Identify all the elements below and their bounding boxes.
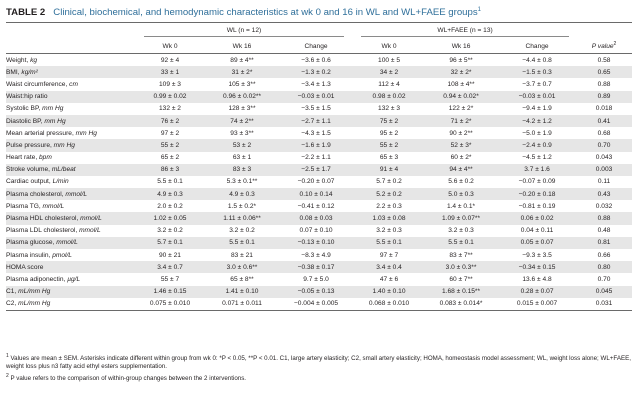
- table-footnotes: [6, 352, 632, 383]
- cell-faee-wk16: 96 ± 5**: [449, 56, 473, 64]
- row-label: Mean arterial pressure, mm Hg: [6, 129, 97, 137]
- row-label: BMI, kg/m²: [6, 66, 134, 78]
- cell-pvalue: 0.43: [576, 188, 632, 200]
- table-body: [6, 54, 632, 311]
- col-header-change: Change: [278, 39, 354, 54]
- row-label: Plasma adiponectin, µg/L: [6, 275, 81, 283]
- row-label: Diastolic BP, mm Hg: [6, 115, 134, 127]
- table-row: [6, 164, 632, 176]
- row-label: Heart rate, bpm: [6, 154, 52, 162]
- caption-footnote-mark: 1: [477, 7, 481, 13]
- cell-faee-wk0: 2.2 ± 0.3: [376, 202, 402, 210]
- table-row: [6, 298, 632, 311]
- cell-faee-wk0: 1.03 ± 0.08: [354, 212, 424, 224]
- cell-faee-change: 0.015 ± 0.007: [498, 298, 576, 311]
- row-label: Plasma glucose, mmol/L: [6, 237, 134, 249]
- cell-faee-wk0: 100 ± 5: [378, 56, 400, 64]
- top-rule: [6, 22, 632, 23]
- cell-pvalue: 0.70: [597, 275, 611, 283]
- cell-wl-wk16: 63 ± 1: [232, 154, 252, 162]
- cell-wl-wk0: 4.9 ± 0.3: [134, 188, 206, 200]
- footnote-2: $^2$ P value refers to the comparison of within-group changes between the 2 interventions.: [6, 372, 247, 382]
- cell-pvalue: 0.65: [576, 66, 632, 78]
- table-row: [6, 66, 632, 78]
- cell-wl-wk16: 105 ± 3**: [228, 80, 256, 88]
- row-label: Systolic BP, mm Hg: [6, 105, 64, 113]
- cell-faee-wk16: 60 ± 7**: [449, 275, 473, 283]
- col-header-pvalue: P value$^2$: [576, 39, 632, 54]
- cell-pvalue: 0.81: [576, 237, 632, 249]
- cell-faee-wk16: 0.083 ± 0.014*: [424, 298, 498, 311]
- cell-faee-wk16: 5.0 ± 0.3: [424, 188, 498, 200]
- cell-wl-wk0: 1.02 ± 0.05: [134, 212, 206, 224]
- cell-faee-wk0: 0.068 ± 0.010: [354, 298, 424, 311]
- cell-faee-wk0: 5.5 ± 0.1: [354, 237, 424, 249]
- row-label: Weight, kg: [6, 56, 38, 64]
- cell-wl-wk0: 132 ± 2: [159, 105, 181, 113]
- cell-faee-change: −0.03 ± 0.01: [498, 91, 576, 103]
- cell-faee-change: 0.04 ± 0.11: [520, 227, 554, 235]
- cell-wl-change: −3.5 ± 1.5: [301, 105, 331, 113]
- cell-wl-wk0: 55 ± 2: [134, 139, 206, 151]
- cell-pvalue: 0.032: [595, 202, 613, 210]
- col-header-wk0: Wk 0: [354, 39, 424, 54]
- cell-faee-wk0: 1.40 ± 0.10: [354, 286, 424, 298]
- cell-wl-wk0: 109 ± 3: [159, 80, 181, 88]
- cell-pvalue: 0.41: [576, 115, 632, 127]
- cell-faee-wk16: 71 ± 2*: [424, 115, 498, 127]
- cell-faee-wk16: 3.2 ± 0.3: [448, 227, 474, 235]
- cell-wl-wk16: 1.41 ± 0.10: [206, 286, 278, 298]
- cell-faee-wk16: 122 ± 2*: [448, 105, 474, 113]
- cell-wl-wk16: 83 ± 21: [231, 251, 253, 259]
- cell-faee-wk0: 65 ± 3: [379, 154, 399, 162]
- cell-wl-change: −1.6 ± 1.9: [278, 139, 354, 151]
- cell-faee-wk16: 3.0 ± 0.3**: [424, 261, 498, 273]
- cell-faee-wk0: 5.7 ± 0.2: [376, 178, 402, 186]
- cell-wl-wk16: 89 ± 4**: [230, 56, 254, 64]
- cell-wl-wk0: 55 ± 7: [160, 275, 180, 283]
- cell-wl-change: −4.3 ± 1.5: [301, 129, 331, 137]
- cell-wl-wk16: 31 ± 2*: [206, 66, 278, 78]
- cell-wl-change: 9.7 ± 5.0: [303, 275, 329, 283]
- cell-wl-change: −8.3 ± 4.9: [301, 251, 331, 259]
- cell-faee-wk16: 83 ± 7**: [449, 251, 473, 259]
- cell-faee-wk0: 47 ± 6: [379, 275, 399, 283]
- cell-faee-change: −0.34 ± 0.15: [498, 261, 576, 273]
- row-label: Plasma cholesterol, mmol/L: [6, 188, 134, 200]
- cell-wl-wk16: 65 ± 8**: [230, 275, 254, 283]
- cell-faee-change: −4.5 ± 1.2: [522, 154, 552, 162]
- row-label: Stroke volume, mL/beat: [6, 164, 134, 176]
- cell-pvalue: 0.043: [595, 154, 613, 162]
- cell-faee-wk0: 97 ± 7: [379, 251, 399, 259]
- cell-pvalue: 0.66: [597, 251, 611, 259]
- cell-wl-change: −2.2 ± 1.1: [301, 154, 331, 162]
- cell-faee-wk16: 1.68 ± 0.15**: [424, 286, 498, 298]
- row-label: Waist:hip ratio: [6, 91, 134, 103]
- cell-wl-wk0: 86 ± 3: [134, 164, 206, 176]
- row-label: Plasma HDL cholesterol, mmol/L: [6, 212, 134, 224]
- cell-wl-wk0: 65 ± 2: [160, 154, 180, 162]
- row-label: Plasma TG, mmol/L: [6, 202, 65, 210]
- cell-pvalue: 0.48: [597, 227, 611, 235]
- cell-faee-wk16: 1.09 ± 0.07**: [424, 212, 498, 224]
- table-row: [6, 273, 632, 285]
- cell-faee-change: −2.4 ± 0.9: [498, 139, 576, 151]
- cell-wl-change: −0.13 ± 0.10: [278, 237, 354, 249]
- table-label: TABLE 2: [6, 7, 46, 19]
- cell-pvalue: 0.88: [597, 80, 611, 88]
- group-header-wl: WL (n = 12): [144, 27, 344, 37]
- table-row: [6, 286, 632, 298]
- cell-wl-change: −3.6 ± 0.6: [301, 56, 331, 64]
- cell-faee-wk0: 3.4 ± 0.4: [354, 261, 424, 273]
- cell-faee-change: 3.7 ± 1.6: [498, 164, 576, 176]
- cell-faee-change: −4.4 ± 0.8: [522, 56, 552, 64]
- table-row: [6, 249, 632, 261]
- cell-faee-wk16: 52 ± 3*: [424, 139, 498, 151]
- cell-wl-change: −3.4 ± 1.3: [301, 80, 331, 88]
- cell-wl-wk16: 3.2 ± 0.2: [229, 227, 255, 235]
- table-row: [6, 261, 632, 273]
- cell-pvalue: 0.89: [576, 91, 632, 103]
- cell-wl-change: −1.3 ± 0.2: [278, 66, 354, 78]
- cell-faee-wk16: 5.6 ± 0.2: [448, 178, 474, 186]
- cell-wl-wk16: 5.3 ± 0.1**: [226, 178, 258, 186]
- cell-pvalue: 0.68: [597, 129, 611, 137]
- cell-wl-wk0: 33 ± 1: [134, 66, 206, 78]
- table-row: [6, 139, 632, 151]
- table-row: [6, 115, 632, 127]
- table-row: [6, 225, 632, 237]
- cell-faee-wk16: 0.94 ± 0.02*: [424, 91, 498, 103]
- cell-faee-wk16: 32 ± 2*: [424, 66, 498, 78]
- cell-pvalue: 0.018: [595, 105, 613, 113]
- cell-pvalue: 0.031: [576, 298, 632, 311]
- cell-wl-wk0: 1.46 ± 0.15: [134, 286, 206, 298]
- cell-faee-change: −9.4 ± 1.9: [522, 105, 552, 113]
- cell-wl-wk0: 2.0 ± 0.2: [157, 202, 183, 210]
- cell-faee-wk0: 112 ± 4: [378, 80, 400, 88]
- cell-wl-change: 0.10 ± 0.14: [278, 188, 354, 200]
- cell-faee-wk0: 95 ± 2: [379, 129, 399, 137]
- cell-faee-change: −4.2 ± 1.2: [498, 115, 576, 127]
- footnote-1: $^1$ Values are mean ± SEM. Asterisks indicate different within group from wk 0: *P < 0.05, **P < 0.01. C1, large artery elasticity; C2, small artery elasticity; HOMA, homeostasis model assessment; WL, weight loss alone; WL+FAEE, weight loss plus n3 fatty acid ethyl esters supplementation.: [6, 353, 631, 371]
- cell-faee-wk16: 94 ± 4**: [424, 164, 498, 176]
- row-label: Plasma insulin, pmol/L: [6, 251, 72, 259]
- cell-wl-wk16: 3.0 ± 0.6**: [206, 261, 278, 273]
- table-row: [6, 212, 632, 224]
- cell-faee-change: −3.7 ± 0.7: [522, 80, 552, 88]
- cell-faee-change: −0.81 ± 0.19: [518, 202, 556, 210]
- cell-wl-wk0: 0.99 ± 0.02: [134, 91, 206, 103]
- cell-wl-wk16: 5.5 ± 0.1: [206, 237, 278, 249]
- cell-wl-change: −0.41 ± 0.12: [297, 202, 335, 210]
- table-row: [6, 54, 632, 67]
- cell-wl-wk0: 0.075 ± 0.010: [134, 298, 206, 311]
- cell-wl-wk0: 92 ± 4: [160, 56, 180, 64]
- cell-faee-wk0: 3.2 ± 0.3: [376, 227, 402, 235]
- cell-wl-wk16: 128 ± 3**: [228, 105, 256, 113]
- cell-wl-change: −0.38 ± 0.17: [278, 261, 354, 273]
- cell-faee-wk16: 1.4 ± 0.1*: [446, 202, 476, 210]
- cell-wl-wk0: 5.7 ± 0.1: [134, 237, 206, 249]
- cell-faee-change: −1.5 ± 0.3: [498, 66, 576, 78]
- row-label: HOMA score: [6, 261, 134, 273]
- table-title: [6, 4, 481, 19]
- cell-wl-wk16: 4.9 ± 0.3: [206, 188, 278, 200]
- row-label: Pulse pressure, mm Hg: [6, 139, 134, 151]
- cell-wl-change: −2.7 ± 1.1: [278, 115, 354, 127]
- col-header-change: Change: [498, 39, 576, 54]
- table-row: [6, 127, 632, 139]
- cell-pvalue: 0.88: [576, 212, 632, 224]
- cell-wl-wk0: 90 ± 21: [159, 251, 181, 259]
- cell-faee-change: 0.05 ± 0.07: [498, 237, 576, 249]
- cell-faee-wk16: 90 ± 2**: [449, 129, 473, 137]
- cell-faee-wk16: 5.5 ± 0.1: [424, 237, 498, 249]
- cell-wl-change: 0.08 ± 0.03: [278, 212, 354, 224]
- cell-faee-change: −5.0 ± 1.9: [522, 129, 552, 137]
- cell-faee-change: 0.06 ± 0.02: [498, 212, 576, 224]
- cell-wl-wk16: 0.96 ± 0.02**: [206, 91, 278, 103]
- cell-wl-wk0: 5.5 ± 0.1: [157, 178, 183, 186]
- cell-faee-wk0: 132 ± 3: [378, 105, 400, 113]
- cell-wl-wk0: 3.2 ± 0.2: [157, 227, 183, 235]
- cell-faee-change: −0.07 ± 0.09: [518, 178, 556, 186]
- cell-faee-wk0: 5.2 ± 0.2: [354, 188, 424, 200]
- cell-pvalue: 0.003: [576, 164, 632, 176]
- cell-wl-wk16: 83 ± 3: [206, 164, 278, 176]
- cell-pvalue: 0.11: [597, 178, 611, 186]
- cell-wl-change: 0.07 ± 0.10: [299, 227, 333, 235]
- cell-wl-wk0: 76 ± 2: [134, 115, 206, 127]
- table-row: [6, 237, 632, 249]
- cell-pvalue: 0.80: [576, 261, 632, 273]
- table-row: [6, 78, 632, 90]
- data-table: [6, 25, 632, 311]
- table-row: [6, 91, 632, 103]
- cell-faee-change: −0.20 ± 0.18: [498, 188, 576, 200]
- cell-wl-wk16: 0.071 ± 0.011: [206, 298, 278, 311]
- cell-wl-wk16: 53 ± 2: [206, 139, 278, 151]
- col-header-wk16: Wk 16: [424, 39, 498, 54]
- cell-faee-change: 0.28 ± 0.07: [498, 286, 576, 298]
- row-label: C1, mL/mm Hg: [6, 286, 134, 298]
- cell-faee-wk0: 55 ± 2: [354, 139, 424, 151]
- cell-faee-change: 13.6 ± 4.8: [522, 275, 552, 283]
- table-row: [6, 200, 632, 212]
- cell-pvalue: 0.58: [597, 56, 611, 64]
- cell-faee-wk0: 75 ± 2: [354, 115, 424, 127]
- cell-wl-wk16: 1.11 ± 0.06**: [206, 212, 278, 224]
- table-caption: Clinical, biochemical, and hemodynamic characteristics at wk 0 and 16 in WL and WL+FAEE groups: [53, 7, 478, 19]
- cell-wl-change: −0.004 ± 0.005: [278, 298, 354, 311]
- cell-wl-wk0: 3.4 ± 0.7: [134, 261, 206, 273]
- cell-faee-wk0: 34 ± 2: [354, 66, 424, 78]
- cell-faee-change: −9.3 ± 3.5: [522, 251, 552, 259]
- cell-wl-change: −2.5 ± 1.7: [278, 164, 354, 176]
- table-row: [6, 176, 632, 188]
- row-label: C2, mL/mm Hg: [6, 298, 134, 311]
- row-label: Waist circumference, cm: [6, 80, 78, 88]
- table-row: [6, 152, 632, 164]
- group-header-faee: WL+FAEE (n = 13): [361, 27, 569, 37]
- cell-wl-wk16: 74 ± 2**: [206, 115, 278, 127]
- cell-wl-change: −0.20 ± 0.07: [297, 178, 335, 186]
- col-header-wk16: Wk 16: [206, 39, 278, 54]
- cell-wl-change: −0.05 ± 0.13: [278, 286, 354, 298]
- table-row: [6, 103, 632, 115]
- cell-wl-wk0: 97 ± 2: [160, 129, 180, 137]
- row-label: Plasma LDL cholesterol, mmol/L: [6, 227, 101, 235]
- cell-faee-wk16: 108 ± 4**: [447, 80, 475, 88]
- col-header-wk0: Wk 0: [134, 39, 206, 54]
- cell-faee-wk0: 91 ± 4: [354, 164, 424, 176]
- cell-wl-wk16: 1.5 ± 0.2*: [227, 202, 257, 210]
- table-row: [6, 188, 632, 200]
- cell-pvalue: 0.70: [576, 139, 632, 151]
- cell-faee-wk16: 60 ± 2*: [450, 154, 472, 162]
- cell-faee-wk0: 0.98 ± 0.02: [354, 91, 424, 103]
- cell-wl-change: −0.03 ± 0.01: [278, 91, 354, 103]
- cell-pvalue: 0.045: [576, 286, 632, 298]
- row-label: Cardiac output, L/min: [6, 178, 69, 186]
- cell-wl-wk16: 93 ± 3**: [230, 129, 254, 137]
